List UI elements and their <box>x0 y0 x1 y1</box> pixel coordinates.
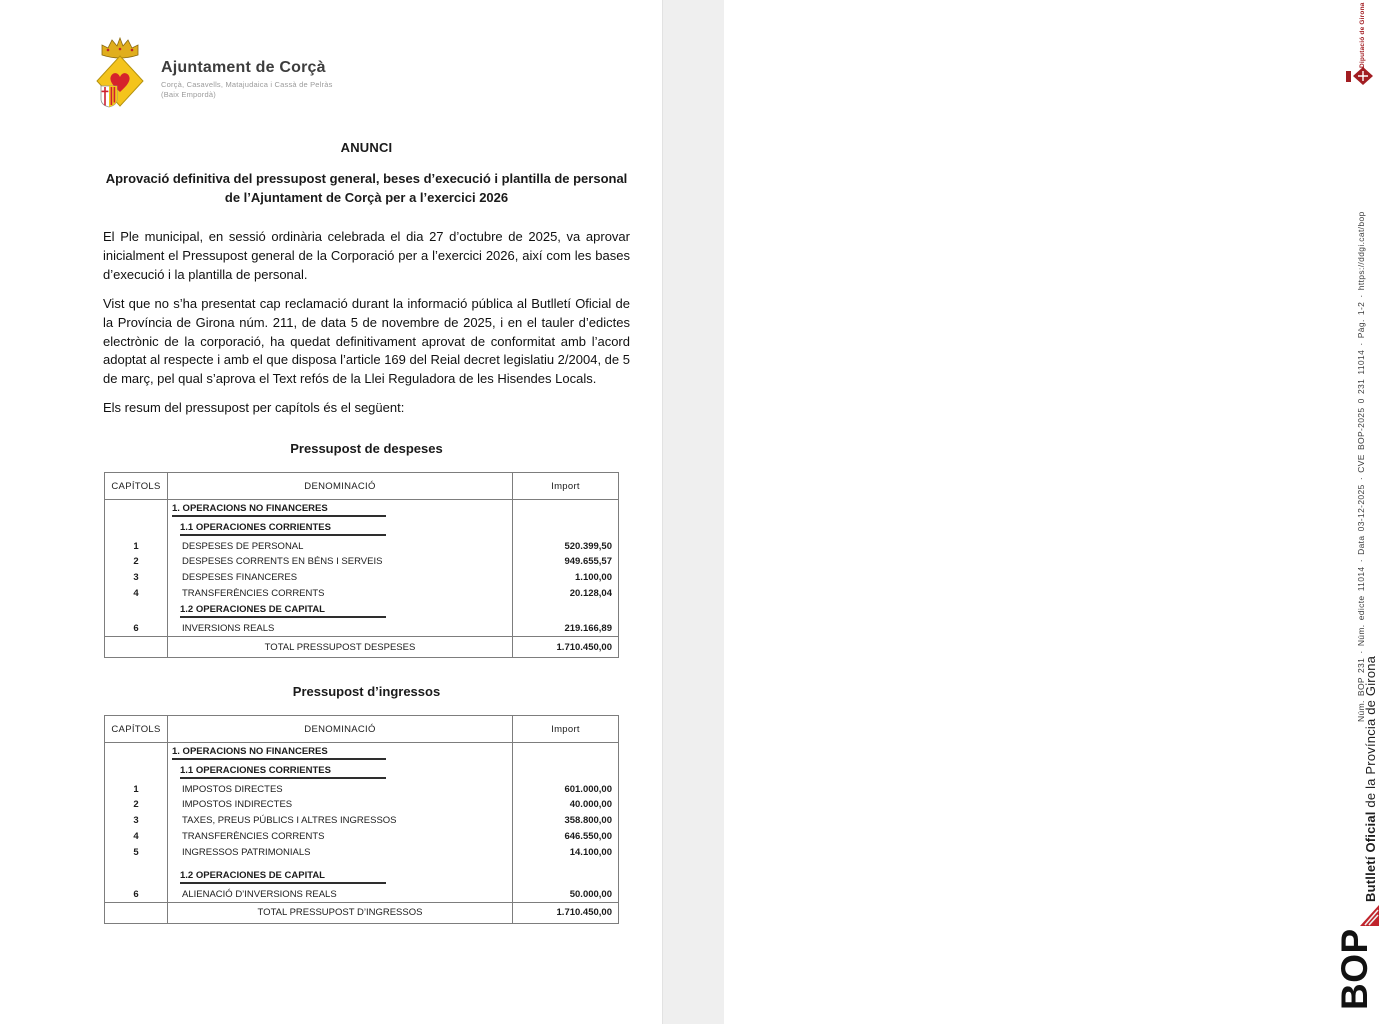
column-header-denominacio: DENOMINACIÓ <box>168 716 513 742</box>
amount-cell <box>513 797 618 813</box>
chapter-number: 2 <box>133 556 139 568</box>
amount-cell <box>513 886 618 902</box>
section-label: 1.2 OPERACIONES DE CAPITAL <box>180 870 386 884</box>
section-label: 1. OPERACIONS NO FINANCERES <box>172 503 386 517</box>
chapter-cell <box>105 500 168 519</box>
amount-value: 40.000,00 <box>569 799 612 811</box>
chapter-cell <box>105 586 168 602</box>
amount-cell <box>513 586 618 602</box>
bop-wordmark: BOP <box>1334 928 1375 1010</box>
table-row <box>105 620 618 636</box>
column-header-capitols: CAPÍTOLS <box>105 473 168 499</box>
org-subtitle-region: (Baix Empordà) <box>161 90 216 99</box>
amount-cell <box>513 829 618 845</box>
section-label: 1.2 OPERACIONES DE CAPITAL <box>180 604 386 618</box>
table-heading: Pressupost de despeses <box>290 441 443 457</box>
denomination-cell <box>168 586 513 602</box>
denomination-cell <box>168 500 513 519</box>
section-label: 1. OPERACIONS NO FINANCERES <box>172 746 386 760</box>
chapter-cell <box>105 637 168 657</box>
denomination-cell <box>168 813 513 829</box>
column-header-import: Import <box>551 723 580 735</box>
chapter-number: 4 <box>133 830 139 842</box>
chapter-number: 6 <box>133 622 139 634</box>
table-section-row <box>105 762 618 781</box>
section-label: 1.1 OPERACIONES CORRIENTES <box>180 765 386 779</box>
amount-value: 219.166,89 <box>564 622 612 634</box>
denomination-cell <box>168 554 513 570</box>
table-section-row <box>105 867 618 886</box>
denomination-cell <box>168 762 513 781</box>
table-row <box>105 829 618 845</box>
denomination-cell <box>168 797 513 813</box>
denomination-cell <box>168 829 513 845</box>
table-heading: Pressupost d’ingressos <box>292 684 441 700</box>
denomination-cell <box>168 886 513 902</box>
table-total-row <box>105 902 618 923</box>
table-row <box>105 570 618 586</box>
table-header-row <box>105 716 618 743</box>
denomination-cell <box>168 519 513 538</box>
table-total-row <box>105 636 618 657</box>
table-row <box>105 781 618 797</box>
denomination-label: TRANSFERÈNCIES CORRENTS <box>182 830 325 842</box>
chapter-cell <box>105 519 168 538</box>
chapter-number: 2 <box>133 799 139 811</box>
chapter-number: 5 <box>133 846 139 858</box>
body-paragraph: Els resum del pressupost per capítols és el següent: <box>103 400 405 416</box>
denomination-cell <box>168 860 513 867</box>
chapter-cell <box>105 743 168 762</box>
table-row <box>105 538 618 554</box>
denomination-label: TAXES, PREUS PÚBLICS I ALTRES INGRESSOS <box>182 815 397 827</box>
denomination-label: IMPOSTOS DIRECTES <box>182 783 283 795</box>
chapter-cell <box>105 903 168 923</box>
chapter-cell <box>105 867 168 886</box>
chapter-number: 3 <box>133 572 139 584</box>
corca-coat-of-arms-icon <box>94 36 146 112</box>
table-row <box>105 797 618 813</box>
chapter-number: 1 <box>133 540 139 552</box>
diputacio-girona-icon <box>1346 66 1376 86</box>
chapter-number: 1 <box>133 783 139 795</box>
chapter-cell <box>105 538 168 554</box>
amount-value: 20.128,04 <box>569 587 612 599</box>
table-section-row <box>105 519 618 538</box>
amount-cell <box>513 554 618 570</box>
denomination-cell <box>168 844 513 860</box>
bop-sidebar <box>662 0 1378 1024</box>
denomination-label: IMPOSTOS INDIRECTES <box>182 799 293 811</box>
amount-cell <box>513 538 618 554</box>
column-header-capitols: CAPÍTOLS <box>105 716 168 742</box>
amount-value: 50.000,00 <box>569 888 612 900</box>
table-header-row <box>105 473 618 500</box>
total-amount: 1.710.450,00 <box>556 907 612 919</box>
table-row <box>105 844 618 860</box>
denomination-label: INGRESSOS PATRIMONIALS <box>182 846 311 858</box>
amount-cell <box>513 781 618 797</box>
table-spacer-row <box>105 860 618 867</box>
chapter-cell <box>105 554 168 570</box>
table-row <box>105 554 618 570</box>
diputacio-label: Diputació de Girona <box>1359 2 1366 68</box>
amount-value: 601.000,00 <box>564 783 612 795</box>
org-subtitle: Corçà, Casavells, Matajudaica i Cassà de Pelràs <box>161 80 333 89</box>
body-paragraph: Vist que no s’ha presentat cap reclamació durant la informació pública al Butlletí Oficial de la Província de Girona núm. 211, de data 5 de novembre de 2025, i en el tauler d’edictes electrònic de la corporació, ha quedat definitivament aprovat de conformitat amb l’acord adoptat al respecte i amb el que disposa l’article 169 del Reial decret legislatiu 2/2004, de 5 de març, pel qual s’aprova el Text refós de la Llei Reguladora de les Hisendes Locals. <box>103 295 630 387</box>
chapter-number: 4 <box>133 587 139 599</box>
denomination-cell <box>168 570 513 586</box>
table-section-row <box>105 601 618 620</box>
denomination-cell <box>168 867 513 886</box>
amount-cell <box>513 601 618 620</box>
denomination-cell <box>168 620 513 636</box>
amount-cell <box>513 620 618 636</box>
org-text-block <box>161 36 333 99</box>
amount-cell <box>513 519 618 538</box>
budget-table <box>104 715 619 924</box>
chapter-cell <box>105 781 168 797</box>
denomination-label: TRANSFERÈNCIES CORRENTS <box>182 587 325 599</box>
chapter-cell <box>105 762 168 781</box>
amount-cell <box>513 500 618 519</box>
table-section-row <box>105 500 618 519</box>
denomination-cell <box>168 903 513 923</box>
total-label: TOTAL PRESSUPOST DESPESES <box>264 641 416 653</box>
document-body <box>103 140 630 924</box>
amount-value: 646.550,00 <box>564 830 612 842</box>
amount-cell <box>513 743 618 762</box>
denomination-label: INVERSIONS REALS <box>182 622 275 634</box>
amount-cell <box>513 762 618 781</box>
amount-value: 949.655,57 <box>564 556 612 568</box>
section-label: 1.1 OPERACIONES CORRIENTES <box>180 522 386 536</box>
chapter-cell <box>105 860 168 867</box>
amount-cell <box>513 903 618 923</box>
table-row <box>105 586 618 602</box>
org-header <box>94 36 333 112</box>
bop-brand-rest: de la Província de Girona <box>1363 655 1378 812</box>
table-row <box>105 886 618 902</box>
amount-cell <box>513 813 618 829</box>
amount-cell <box>513 637 618 657</box>
amount-value: 14.100,00 <box>569 846 612 858</box>
denomination-label: DESPESES DE PERSONAL <box>182 540 304 552</box>
bop-emblem-icon <box>1359 904 1381 928</box>
bop-brand-bold: Butlletí Oficial <box>1363 811 1378 902</box>
chapter-cell <box>105 829 168 845</box>
denomination-cell <box>168 538 513 554</box>
chapter-cell <box>105 570 168 586</box>
bop-brand-title <box>1364 656 1377 902</box>
org-name: Ajuntament de Corçà <box>161 59 326 76</box>
budget-tables <box>103 441 630 924</box>
body-paragraphs <box>103 228 630 418</box>
document-title: Aprovació definitiva del pressupost general, beses d’execució i plantilla de personal de l’Ajuntament de Corçà per a l’exercici 2026 <box>105 171 628 205</box>
total-label: TOTAL PRESSUPOST D’INGRESSOS <box>257 907 423 919</box>
budget-table <box>104 472 619 658</box>
amount-cell <box>513 860 618 867</box>
denomination-label: ALIENACIÓ D’INVERSIONS REALS <box>182 888 337 900</box>
bop-meta-line: Núm. BOP 231 · Núm. edicte 11014 · Data 03-12-2025 · CVE BOP-2025 0 231 11014 · Pàg. 1-2 · https://ddgi.cat/bop <box>1356 211 1366 722</box>
chapter-cell <box>105 813 168 829</box>
amount-value: 520.399,50 <box>564 540 612 552</box>
amount-cell <box>513 844 618 860</box>
column-header-denominacio: DENOMINACIÓ <box>168 473 513 499</box>
chapter-cell <box>105 844 168 860</box>
chapter-number: 6 <box>133 888 139 900</box>
denomination-label: DESPESES FINANCERES <box>182 572 298 584</box>
amount-value: 1.100,00 <box>575 572 612 584</box>
body-paragraph: El Ple municipal, en sessió ordinària celebrada el dia 27 d’octubre de 2025, va aprovar inicialment el Pressupost general de la Corporació per a l’exercici 2026, així com les bases d’execució i la plantilla de personal. <box>103 229 630 282</box>
table-row <box>105 813 618 829</box>
denomination-cell <box>168 637 513 657</box>
announcement-label: ANUNCI <box>340 140 393 155</box>
chapter-cell <box>105 620 168 636</box>
chapter-number: 3 <box>133 815 139 827</box>
chapter-cell <box>105 601 168 620</box>
budget-table-section <box>103 441 630 658</box>
amount-value: 358.800,00 <box>564 815 612 827</box>
column-header-import: Import <box>551 480 580 492</box>
amount-cell <box>513 570 618 586</box>
amount-cell <box>513 867 618 886</box>
chapter-cell <box>105 886 168 902</box>
denomination-label: DESPESES CORRENTS EN BÉNS I SERVEIS <box>182 556 383 568</box>
budget-table-section <box>103 684 630 924</box>
denomination-cell <box>168 601 513 620</box>
table-section-row <box>105 743 618 762</box>
denomination-cell <box>168 781 513 797</box>
denomination-cell <box>168 743 513 762</box>
chapter-cell <box>105 797 168 813</box>
total-amount: 1.710.450,00 <box>556 641 612 653</box>
